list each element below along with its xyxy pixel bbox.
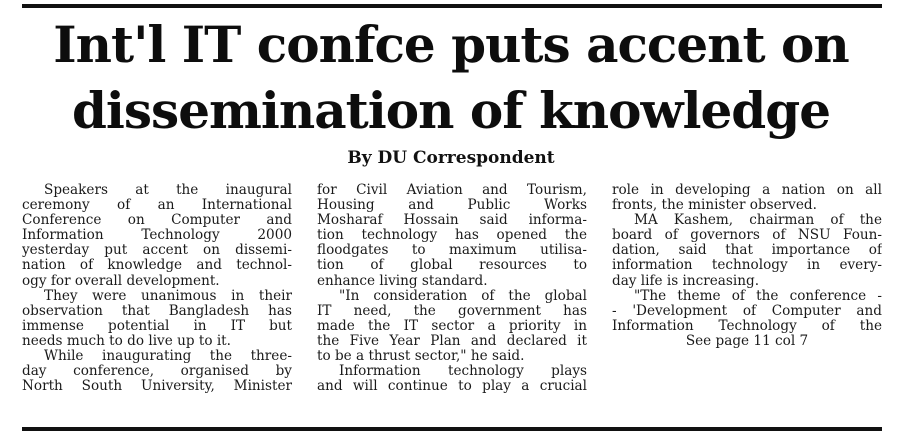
- text-line: made the IT sector a priority in: [317, 318, 587, 334]
- text-line: Mosharaf Hossain said informa-: [317, 213, 587, 229]
- text-column-2: [317, 183, 587, 394]
- text-line: fronts, the minister observed.: [612, 198, 817, 214]
- text-line: ceremony of an International: [22, 198, 292, 214]
- text-column-1: [22, 183, 292, 394]
- text-line: "The theme of the conference -: [634, 288, 882, 304]
- text-line: They were unanimous in their: [44, 288, 292, 304]
- text-line: role in developing a nation on all: [612, 183, 882, 198]
- text-line: and will continue to play a crucial: [317, 379, 587, 395]
- headline-line-2: dissemination of knowledge: [71, 81, 831, 140]
- text-line: Conference on Computer and: [22, 213, 292, 229]
- text-line: "In consideration of the global: [339, 288, 587, 304]
- article-headline: [0, 12, 902, 144]
- text-line: needs much to do live up to it.: [22, 333, 231, 349]
- text-line: tion of global resources to: [317, 258, 587, 274]
- text-line: to be a thrust sector," he said.: [317, 349, 525, 365]
- text-line: Speakers at the inaugural: [44, 183, 292, 198]
- text-line: North South University, Minister: [22, 379, 292, 395]
- bottom-rule: [22, 427, 882, 431]
- text-line: the Five Year Plan and declared it: [317, 333, 587, 349]
- text-line: Information Technology of the: [612, 318, 882, 334]
- text-line: dation, said that importance of: [612, 243, 882, 259]
- continuation-jump-line: See page 11 col 7: [685, 333, 809, 349]
- text-line: board of governors of NSU Foun-: [612, 228, 882, 244]
- text-line: Information Technology 2000: [22, 228, 292, 244]
- text-line: ogy for overall development.: [22, 273, 220, 289]
- text-column-3: [612, 183, 882, 349]
- text-line: floodgates to maximum utilisa-: [317, 243, 587, 259]
- text-line: IT need, the government has: [317, 303, 587, 319]
- text-line: nation of knowledge and technol-: [22, 258, 292, 274]
- text-line: information technology in every-: [612, 258, 882, 274]
- text-line: Housing and Public Works: [317, 198, 587, 214]
- headline-line-1: Int'l IT confce puts accent on: [53, 15, 849, 74]
- text-line: enhance living standard.: [317, 273, 488, 289]
- text-line: day conference, organised by: [22, 364, 292, 380]
- text-line: yesterday put accent on dissemi-: [22, 243, 292, 259]
- text-line: for Civil Aviation and Tourism,: [317, 183, 587, 198]
- text-line: MA Kashem, chairman of the: [634, 213, 882, 229]
- text-line: - 'Development of Computer and: [612, 303, 882, 319]
- text-line: tion technology has opened the: [317, 228, 587, 244]
- text-line: Information technology plays: [339, 364, 587, 380]
- text-line: immense potential in IT but: [22, 318, 292, 334]
- top-rule: [22, 4, 882, 8]
- text-line: day life is increasing.: [612, 273, 760, 289]
- byline: By DU Correspondent: [347, 148, 555, 168]
- text-line: While inaugurating the three-: [44, 349, 292, 365]
- text-line: observation that Bangladesh has: [22, 303, 292, 319]
